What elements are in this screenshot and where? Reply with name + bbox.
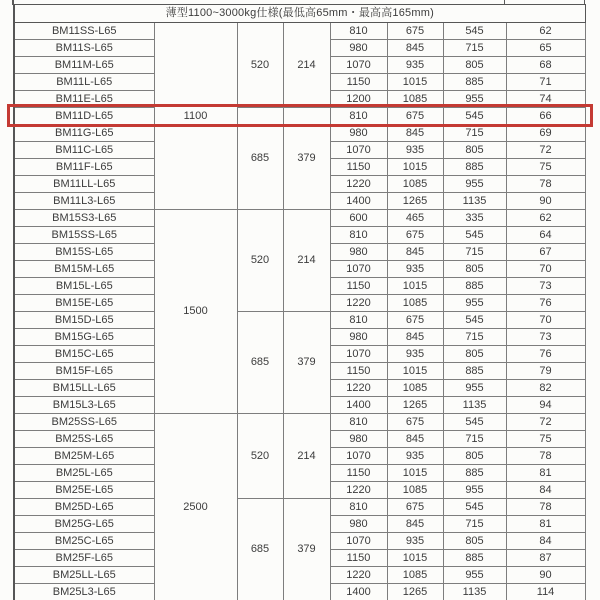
- value-cell: 1220: [330, 567, 387, 584]
- value-cell: 845: [387, 329, 443, 346]
- dim-a-cell: 520: [237, 23, 283, 108]
- model-cell: BM11C-L65: [14, 142, 154, 159]
- capacity-cell: 1500: [154, 210, 237, 414]
- value-cell: 90: [506, 567, 585, 584]
- value-cell: 885: [443, 465, 506, 482]
- value-cell: 465: [387, 210, 443, 227]
- table-row: [14, 108, 585, 125]
- model-cell: BM25C-L65: [14, 533, 154, 550]
- value-cell: 1220: [330, 176, 387, 193]
- value-cell: 87: [506, 550, 585, 567]
- model-cell: BM25G-L65: [14, 516, 154, 533]
- value-cell: 810: [330, 312, 387, 329]
- model-cell: BM11SS-L65: [14, 23, 154, 40]
- value-cell: 885: [443, 74, 506, 91]
- value-cell: 67: [506, 244, 585, 261]
- value-cell: 955: [443, 295, 506, 312]
- value-cell: 81: [506, 516, 585, 533]
- value-cell: 805: [443, 142, 506, 159]
- value-cell: 715: [443, 40, 506, 57]
- value-cell: 70: [506, 261, 585, 278]
- value-cell: 1150: [330, 465, 387, 482]
- value-cell: 885: [443, 363, 506, 380]
- model-cell: BM15LL-L65: [14, 380, 154, 397]
- value-cell: 73: [506, 278, 585, 295]
- value-cell: 935: [387, 533, 443, 550]
- model-cell: BM15L3-L65: [14, 397, 154, 414]
- value-cell: 78: [506, 448, 585, 465]
- value-cell: 84: [506, 533, 585, 550]
- model-cell: BM11S-L65: [14, 40, 154, 57]
- value-cell: 545: [443, 108, 506, 125]
- model-cell: BM25LL-L65: [14, 567, 154, 584]
- value-cell: 62: [506, 23, 585, 40]
- value-cell: 1085: [387, 295, 443, 312]
- model-cell: BM15C-L65: [14, 346, 154, 363]
- value-cell: 1085: [387, 380, 443, 397]
- value-cell: 1015: [387, 550, 443, 567]
- value-cell: 1070: [330, 261, 387, 278]
- value-cell: 1400: [330, 397, 387, 414]
- value-cell: 1265: [387, 193, 443, 210]
- value-cell: 74: [506, 91, 585, 108]
- value-cell: 980: [330, 125, 387, 142]
- value-cell: 805: [443, 448, 506, 465]
- model-cell: BM11L3-L65: [14, 193, 154, 210]
- value-cell: 1150: [330, 550, 387, 567]
- value-cell: 78: [506, 176, 585, 193]
- value-cell: 715: [443, 431, 506, 448]
- value-cell: 675: [387, 414, 443, 431]
- value-cell: 980: [330, 431, 387, 448]
- value-cell: 1135: [443, 193, 506, 210]
- value-cell: 64: [506, 227, 585, 244]
- value-cell: 90: [506, 193, 585, 210]
- value-cell: 76: [506, 295, 585, 312]
- model-cell: BM15G-L65: [14, 329, 154, 346]
- spec-table: [13, 4, 586, 600]
- value-cell: 1400: [330, 584, 387, 600]
- value-cell: 980: [330, 40, 387, 57]
- value-cell: 1015: [387, 465, 443, 482]
- value-cell: 1070: [330, 533, 387, 550]
- value-cell: 715: [443, 516, 506, 533]
- model-cell: BM15E-L65: [14, 295, 154, 312]
- table-row: [14, 312, 585, 329]
- table-title: 薄型1100~3000kg仕様(最低高65mm・最高高165mm): [14, 5, 585, 23]
- value-cell: 1085: [387, 482, 443, 499]
- table-row: [14, 210, 585, 227]
- value-cell: 82: [506, 380, 585, 397]
- value-cell: 70: [506, 312, 585, 329]
- value-cell: 715: [443, 125, 506, 142]
- value-cell: 1085: [387, 91, 443, 108]
- value-cell: 805: [443, 57, 506, 74]
- dim-b-cell: 379: [283, 108, 330, 210]
- value-cell: 79: [506, 363, 585, 380]
- model-cell: BM15L-L65: [14, 278, 154, 295]
- value-cell: 1070: [330, 448, 387, 465]
- value-cell: 545: [443, 414, 506, 431]
- value-cell: 1135: [443, 584, 506, 600]
- value-cell: 1265: [387, 397, 443, 414]
- value-cell: 845: [387, 516, 443, 533]
- value-cell: 955: [443, 176, 506, 193]
- dim-b-cell: 214: [283, 414, 330, 499]
- value-cell: 845: [387, 244, 443, 261]
- value-cell: 955: [443, 380, 506, 397]
- model-cell: BM25E-L65: [14, 482, 154, 499]
- value-cell: 1150: [330, 363, 387, 380]
- value-cell: 1200: [330, 91, 387, 108]
- value-cell: 845: [387, 40, 443, 57]
- value-cell: 1220: [330, 295, 387, 312]
- dim-a-cell: 520: [237, 210, 283, 312]
- value-cell: 1015: [387, 74, 443, 91]
- value-cell: 810: [330, 227, 387, 244]
- value-cell: 1220: [330, 380, 387, 397]
- value-cell: 845: [387, 125, 443, 142]
- dim-a-cell: 685: [237, 499, 283, 600]
- model-cell: BM15M-L65: [14, 261, 154, 278]
- value-cell: 980: [330, 329, 387, 346]
- value-cell: 935: [387, 57, 443, 74]
- value-cell: 885: [443, 550, 506, 567]
- value-cell: 885: [443, 278, 506, 295]
- table-row: [14, 414, 585, 431]
- value-cell: 1070: [330, 142, 387, 159]
- value-cell: 1070: [330, 346, 387, 363]
- value-cell: 81: [506, 465, 585, 482]
- dim-a-cell: 520: [237, 414, 283, 499]
- value-cell: 1070: [330, 57, 387, 74]
- table-row: [14, 23, 585, 40]
- value-cell: 805: [443, 346, 506, 363]
- value-cell: 810: [330, 23, 387, 40]
- value-cell: 675: [387, 23, 443, 40]
- value-cell: 1150: [330, 74, 387, 91]
- value-cell: 72: [506, 142, 585, 159]
- value-cell: 62: [506, 210, 585, 227]
- value-cell: 75: [506, 159, 585, 176]
- value-cell: 545: [443, 499, 506, 516]
- value-cell: 600: [330, 210, 387, 227]
- value-cell: 76: [506, 346, 585, 363]
- model-cell: BM15S-L65: [14, 244, 154, 261]
- model-cell: BM25L-L65: [14, 465, 154, 482]
- value-cell: 84: [506, 482, 585, 499]
- value-cell: 675: [387, 499, 443, 516]
- value-cell: 1085: [387, 567, 443, 584]
- value-cell: 810: [330, 108, 387, 125]
- value-cell: 1150: [330, 159, 387, 176]
- value-cell: 955: [443, 482, 506, 499]
- value-cell: 545: [443, 227, 506, 244]
- title-row: [14, 5, 585, 23]
- model-cell: BM25SS-L65: [14, 414, 154, 431]
- value-cell: 1015: [387, 278, 443, 295]
- value-cell: 78: [506, 499, 585, 516]
- value-cell: 715: [443, 329, 506, 346]
- value-cell: 114: [506, 584, 585, 600]
- value-cell: 1265: [387, 584, 443, 600]
- value-cell: 845: [387, 431, 443, 448]
- dim-a-cell: 685: [237, 312, 283, 414]
- value-cell: 980: [330, 244, 387, 261]
- value-cell: 1085: [387, 176, 443, 193]
- model-cell: BM11E-L65: [14, 91, 154, 108]
- value-cell: 1150: [330, 278, 387, 295]
- value-cell: 68: [506, 57, 585, 74]
- value-cell: 1015: [387, 159, 443, 176]
- value-cell: 1400: [330, 193, 387, 210]
- capacity-cell: 2500: [154, 414, 237, 600]
- dim-b-cell: 214: [283, 210, 330, 312]
- value-cell: 935: [387, 142, 443, 159]
- dim-b-cell: 379: [283, 312, 330, 414]
- model-cell: BM25L3-L65: [14, 584, 154, 600]
- model-cell: BM11LL-L65: [14, 176, 154, 193]
- value-cell: 75: [506, 431, 585, 448]
- value-cell: 885: [443, 159, 506, 176]
- value-cell: 810: [330, 499, 387, 516]
- model-cell: BM11F-L65: [14, 159, 154, 176]
- value-cell: 72: [506, 414, 585, 431]
- model-cell: BM15F-L65: [14, 363, 154, 380]
- value-cell: 805: [443, 533, 506, 550]
- model-cell: BM11G-L65: [14, 125, 154, 142]
- value-cell: 94: [506, 397, 585, 414]
- value-cell: 1135: [443, 397, 506, 414]
- value-cell: 810: [330, 414, 387, 431]
- model-cell: BM11L-L65: [14, 74, 154, 91]
- value-cell: 65: [506, 40, 585, 57]
- model-cell: BM25M-L65: [14, 448, 154, 465]
- value-cell: 73: [506, 329, 585, 346]
- model-cell: BM25F-L65: [14, 550, 154, 567]
- model-cell: BM25S-L65: [14, 431, 154, 448]
- value-cell: 545: [443, 23, 506, 40]
- value-cell: 805: [443, 261, 506, 278]
- model-cell: BM11D-L65: [14, 108, 154, 125]
- value-cell: 955: [443, 91, 506, 108]
- value-cell: 955: [443, 567, 506, 584]
- dim-b-cell: 379: [283, 499, 330, 600]
- capacity-cell: 1100: [154, 23, 237, 210]
- model-cell: BM15D-L65: [14, 312, 154, 329]
- model-cell: BM15S3-L65: [14, 210, 154, 227]
- value-cell: 675: [387, 312, 443, 329]
- model-cell: BM15SS-L65: [14, 227, 154, 244]
- value-cell: 335: [443, 210, 506, 227]
- value-cell: 66: [506, 108, 585, 125]
- dim-a-cell: 685: [237, 108, 283, 210]
- value-cell: 935: [387, 346, 443, 363]
- value-cell: 675: [387, 227, 443, 244]
- value-cell: 935: [387, 261, 443, 278]
- value-cell: 545: [443, 312, 506, 329]
- value-cell: 1220: [330, 482, 387, 499]
- table-row: [14, 499, 585, 516]
- model-cell: BM11M-L65: [14, 57, 154, 74]
- value-cell: 69: [506, 125, 585, 142]
- value-cell: 675: [387, 108, 443, 125]
- value-cell: 980: [330, 516, 387, 533]
- value-cell: 71: [506, 74, 585, 91]
- value-cell: 715: [443, 244, 506, 261]
- model-cell: BM25D-L65: [14, 499, 154, 516]
- value-cell: 935: [387, 448, 443, 465]
- value-cell: 1015: [387, 363, 443, 380]
- dim-b-cell: 214: [283, 23, 330, 108]
